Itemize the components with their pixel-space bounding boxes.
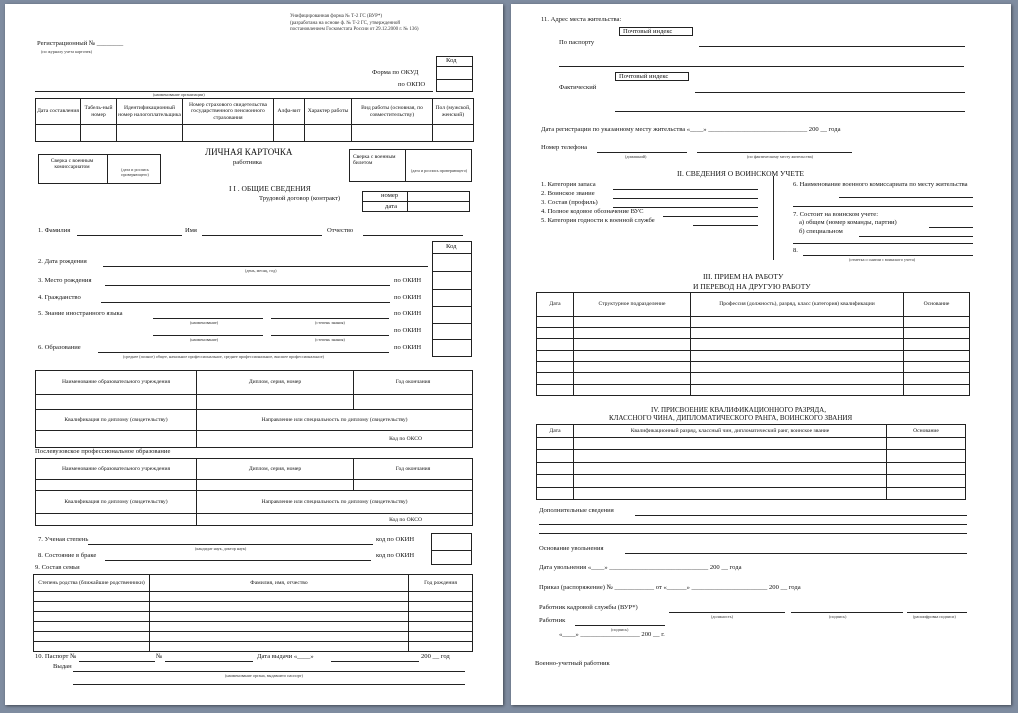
rank-description-header: Квалификационный разряд, классный чин, дипломатический ранг, воинское звание bbox=[574, 425, 887, 438]
approval-line: (разработана на основе ф. № Т-2 ГС, утвержденной bbox=[290, 20, 401, 26]
personal-card-page-1 bbox=[5, 4, 503, 705]
military-rank: 2. Воинское звание bbox=[541, 190, 595, 197]
hire-position-header: Профессия (должность), разряд, класс (категория) квалификации bbox=[691, 293, 904, 317]
rank-basis-header: Основание bbox=[887, 425, 966, 438]
header-work-type: Вид работы (основная, по совместительству) bbox=[352, 99, 433, 125]
language-level-hint: (степень знания) bbox=[315, 337, 345, 342]
education-label: 6. Образование bbox=[38, 344, 81, 351]
registration-date: Дата регистрации по указанному месту жительства «____» ______________________________ 200 __ года bbox=[541, 126, 841, 133]
rank-date-header: Дата bbox=[537, 425, 574, 438]
section-hiring: III. ПРИЕМ НА РАБОТУ bbox=[703, 272, 784, 281]
edu-okso: Код по ОКСО bbox=[197, 431, 473, 448]
passport-year-label: 200 __ год bbox=[421, 653, 450, 660]
personal-card-page-2 bbox=[511, 4, 1011, 705]
section-military: II. СВЕДЕНИЯ О ВОИНСКОМ УЧЕТЕ bbox=[677, 169, 804, 178]
commissariat-label: 6. Наименование военного комиссариата по месту жительства bbox=[793, 181, 968, 188]
header-alphabet: Алфа-вит bbox=[274, 99, 305, 125]
family-relation-header: Степень родства (ближайшие родственники) bbox=[34, 575, 150, 592]
header-tab-number: Табель-ный номер bbox=[81, 99, 117, 125]
citizenship-label: 4. Гражданство bbox=[38, 294, 81, 301]
contract-number-label: номер bbox=[381, 192, 399, 199]
degree-okin: код по ОКИН bbox=[376, 536, 415, 543]
military-profile: 3. Состав (профиль) bbox=[541, 199, 598, 206]
zip-label-2: Почтовый индекс bbox=[619, 73, 669, 80]
education-table bbox=[35, 370, 473, 448]
language-level-hint: (степень знания) bbox=[315, 320, 345, 325]
education-hint: (среднее (полное) общее, начальное профессиональное, среднее профессиональное, высшее профессиональное) bbox=[123, 354, 324, 359]
passport-date-label: Дата выдачи «____» bbox=[257, 653, 314, 660]
postgraduate-label: Послевузовское профессиональное образование bbox=[35, 448, 171, 455]
okud-label: Форма по ОКУД bbox=[372, 69, 419, 76]
organization-hint: (наименование организации) bbox=[153, 92, 205, 97]
pg-institution-header: Наименование образовательного учреждения bbox=[36, 459, 197, 480]
ticket-check-hint: (дата и роспись проверяющего) bbox=[410, 168, 468, 173]
employee-label: Работник bbox=[539, 617, 566, 624]
card-subtitle: работника bbox=[233, 159, 262, 166]
codes-column-header: Код bbox=[446, 243, 457, 250]
fitness-category: 5. Категория годности к военной службе bbox=[541, 217, 655, 224]
hire-date-header: Дата bbox=[537, 293, 574, 317]
dismissal-order: Приказ (распоряжение) № ____________ от «______» _______________________ 200 __ года bbox=[539, 584, 801, 591]
degree-marital-codes bbox=[431, 533, 472, 565]
postgraduate-table bbox=[35, 458, 473, 526]
approval-line: постановлением Госкомстата России от 29.12.2000 г. № 136) bbox=[290, 27, 419, 32]
hire-department-header: Структурное подразделение bbox=[574, 293, 691, 317]
hr-worker-label: Работник кадровой службы (ВУР*) bbox=[539, 604, 638, 611]
language-name-hint: (наименование) bbox=[190, 320, 219, 325]
form-approval bbox=[290, 14, 419, 34]
passport-number-sign: № bbox=[156, 653, 163, 660]
degree-hint: (кандидат наук, доктор наук) bbox=[195, 546, 247, 551]
hr-position-hint: (должность) bbox=[711, 614, 733, 619]
additional-info-label: Дополнительные сведения bbox=[539, 507, 614, 514]
employee-date: «____» __________________ 200 __ г. bbox=[559, 631, 665, 638]
rank-table bbox=[536, 424, 966, 500]
phone-label: Номер телефона bbox=[541, 144, 588, 151]
deregistration-label: 8. bbox=[793, 247, 798, 254]
registration-number: Регистрационный № ________ bbox=[37, 40, 124, 47]
section-rank-1: IV. ПРИСВОЕНИЕ КВАЛИФИКАЦИОННОГО РАЗРЯДА, bbox=[651, 406, 826, 414]
marital-okin: код по ОКИН bbox=[376, 552, 415, 559]
actual-address-label: Фактический bbox=[559, 84, 597, 91]
family-table bbox=[33, 574, 473, 652]
section-general: I I . ОБЩИЕ СВЕДЕНИЯ bbox=[229, 184, 311, 193]
section-transfer: И ПЕРЕВОД НА ДРУГУЮ РАБОТУ bbox=[693, 282, 811, 291]
code-label: Код bbox=[446, 57, 457, 64]
ticket-check-label: Сверка с военным билетом bbox=[353, 154, 396, 166]
passport-label: 10. Паспорт № bbox=[35, 653, 77, 660]
languages-label: 5. Знание иностранного языка bbox=[38, 310, 123, 317]
dismissal-date: Дата увольнения «____» ______________________________ 200 __ года bbox=[539, 564, 742, 571]
hire-basis-header: Основание bbox=[904, 293, 970, 317]
phone-home-hint: (домашний) bbox=[625, 154, 647, 159]
pg-okso: Код по ОКСО bbox=[197, 514, 473, 526]
zip-label-1: Почтовый индекс bbox=[623, 28, 673, 35]
military-worker-label: Военно-учетный работник bbox=[535, 660, 610, 667]
edu-direction-label: Направление или специальность по диплому (свидетельству) bbox=[197, 409, 473, 431]
by-passport-label: По паспорту bbox=[559, 39, 595, 46]
contract-label: Трудовой договор (контракт) bbox=[259, 195, 341, 202]
first-name-label: Имя bbox=[185, 227, 197, 234]
family-birthyear-header: Год рождения bbox=[409, 575, 473, 592]
registered-label: 7. Состоит на воинском учете: bbox=[793, 211, 879, 218]
edu-diploma-header: Диплом, серия, номер bbox=[197, 371, 354, 395]
phone-actual-hint: (по фактическому месту жительства) bbox=[747, 154, 814, 159]
issued-by-label: Выдан bbox=[53, 663, 72, 670]
header-work-nature: Характер работы bbox=[305, 99, 352, 125]
dismissal-reason-label: Основание увольнения bbox=[539, 545, 604, 552]
organization-line bbox=[35, 91, 433, 92]
header-info-table bbox=[35, 98, 474, 142]
degree-label: 7. Ученая степень bbox=[38, 536, 89, 543]
marital-label: 8. Состояние в браке bbox=[38, 552, 97, 559]
pg-qualification-label: Квалификация по диплому (свидетельству) bbox=[36, 491, 197, 514]
citizenship-okin: по ОКИН bbox=[394, 294, 422, 301]
edu-institution-header: Наименование образовательного учреждения bbox=[36, 371, 197, 395]
hr-signature-hint: (подпись) bbox=[829, 614, 847, 619]
middle-name-label: Отчество bbox=[327, 227, 354, 234]
deregistration-hint: (отметка о снятии с воинского учета) bbox=[849, 257, 916, 262]
header-date: Дата составления bbox=[36, 99, 81, 125]
language-okin-2: по ОКИН bbox=[394, 327, 422, 334]
birthdate-hint: (день, месяц, год) bbox=[245, 268, 277, 273]
address-label: 11. Адрес места жительства: bbox=[541, 16, 622, 23]
birthplace-label: 3. Место рождения bbox=[38, 277, 92, 284]
registration-hint: (по журналу учета карточек) bbox=[41, 49, 93, 54]
family-label: 9. Состав семьи bbox=[35, 564, 80, 571]
header-snils: Номер страхового свидетельства государственного пенсионного страхования bbox=[183, 99, 274, 125]
language-okin-1: по ОКИН bbox=[394, 310, 422, 317]
last-name-label: 1. Фамилия bbox=[38, 227, 71, 234]
hr-name-hint: (расшифровка подписи) bbox=[913, 614, 956, 619]
employee-signature-hint: (подпись) bbox=[611, 627, 629, 632]
contract-date-label: дата bbox=[385, 203, 397, 210]
approval-line: Унифицированная форма № Т-2 ГС (ВУР*) bbox=[290, 14, 383, 19]
reserve-category: 1. Категория запаса bbox=[541, 181, 596, 188]
pg-direction-label: Направление или специальность по диплому (свидетельству) bbox=[197, 491, 473, 514]
section-rank-2: КЛАССНОГО ЧИНА, ДИПЛОМАТИЧЕСКОГО РАНГА, ВОИНСКОГО ЗВАНИЯ bbox=[609, 414, 853, 422]
hiring-table bbox=[536, 292, 970, 396]
birthplace-okin: по ОКИН bbox=[394, 277, 422, 284]
commissar-check-label: Сверка с военным комиссариатом bbox=[50, 158, 94, 170]
header-gender: Пол (мужской, женский) bbox=[433, 99, 474, 125]
education-okin: по ОКИН bbox=[394, 344, 422, 351]
pg-diploma-header: Диплом, серия, номер bbox=[197, 459, 354, 480]
vus-code: 4. Полное кодовое обозначение ВУС bbox=[541, 208, 644, 215]
birthdate-label: 2. Дата рождения bbox=[38, 258, 87, 265]
pg-year-header: Год окончания bbox=[354, 459, 473, 480]
edu-year-header: Год окончания bbox=[354, 371, 473, 395]
language-name-hint: (наименование) bbox=[190, 337, 219, 342]
special-registry: б) специальном bbox=[799, 228, 843, 235]
header-inn: Идентификационный номер налогоплательщика bbox=[117, 99, 183, 125]
general-registry: а) общем (номер команды, партии) bbox=[799, 219, 897, 226]
commissar-check-hint: (дата и роспись проверяющего) bbox=[121, 167, 149, 177]
family-name-header: Фамилия, имя, отчество bbox=[150, 575, 409, 592]
card-title: ЛИЧНАЯ КАРТОЧКА bbox=[205, 147, 293, 157]
issued-by-hint: (наименование органа, выдавшего паспорт) bbox=[225, 673, 303, 678]
okpo-label: по ОКПО bbox=[398, 81, 426, 88]
edu-qualification-label: Квалификация по диплому (свидетельству) bbox=[36, 409, 197, 431]
